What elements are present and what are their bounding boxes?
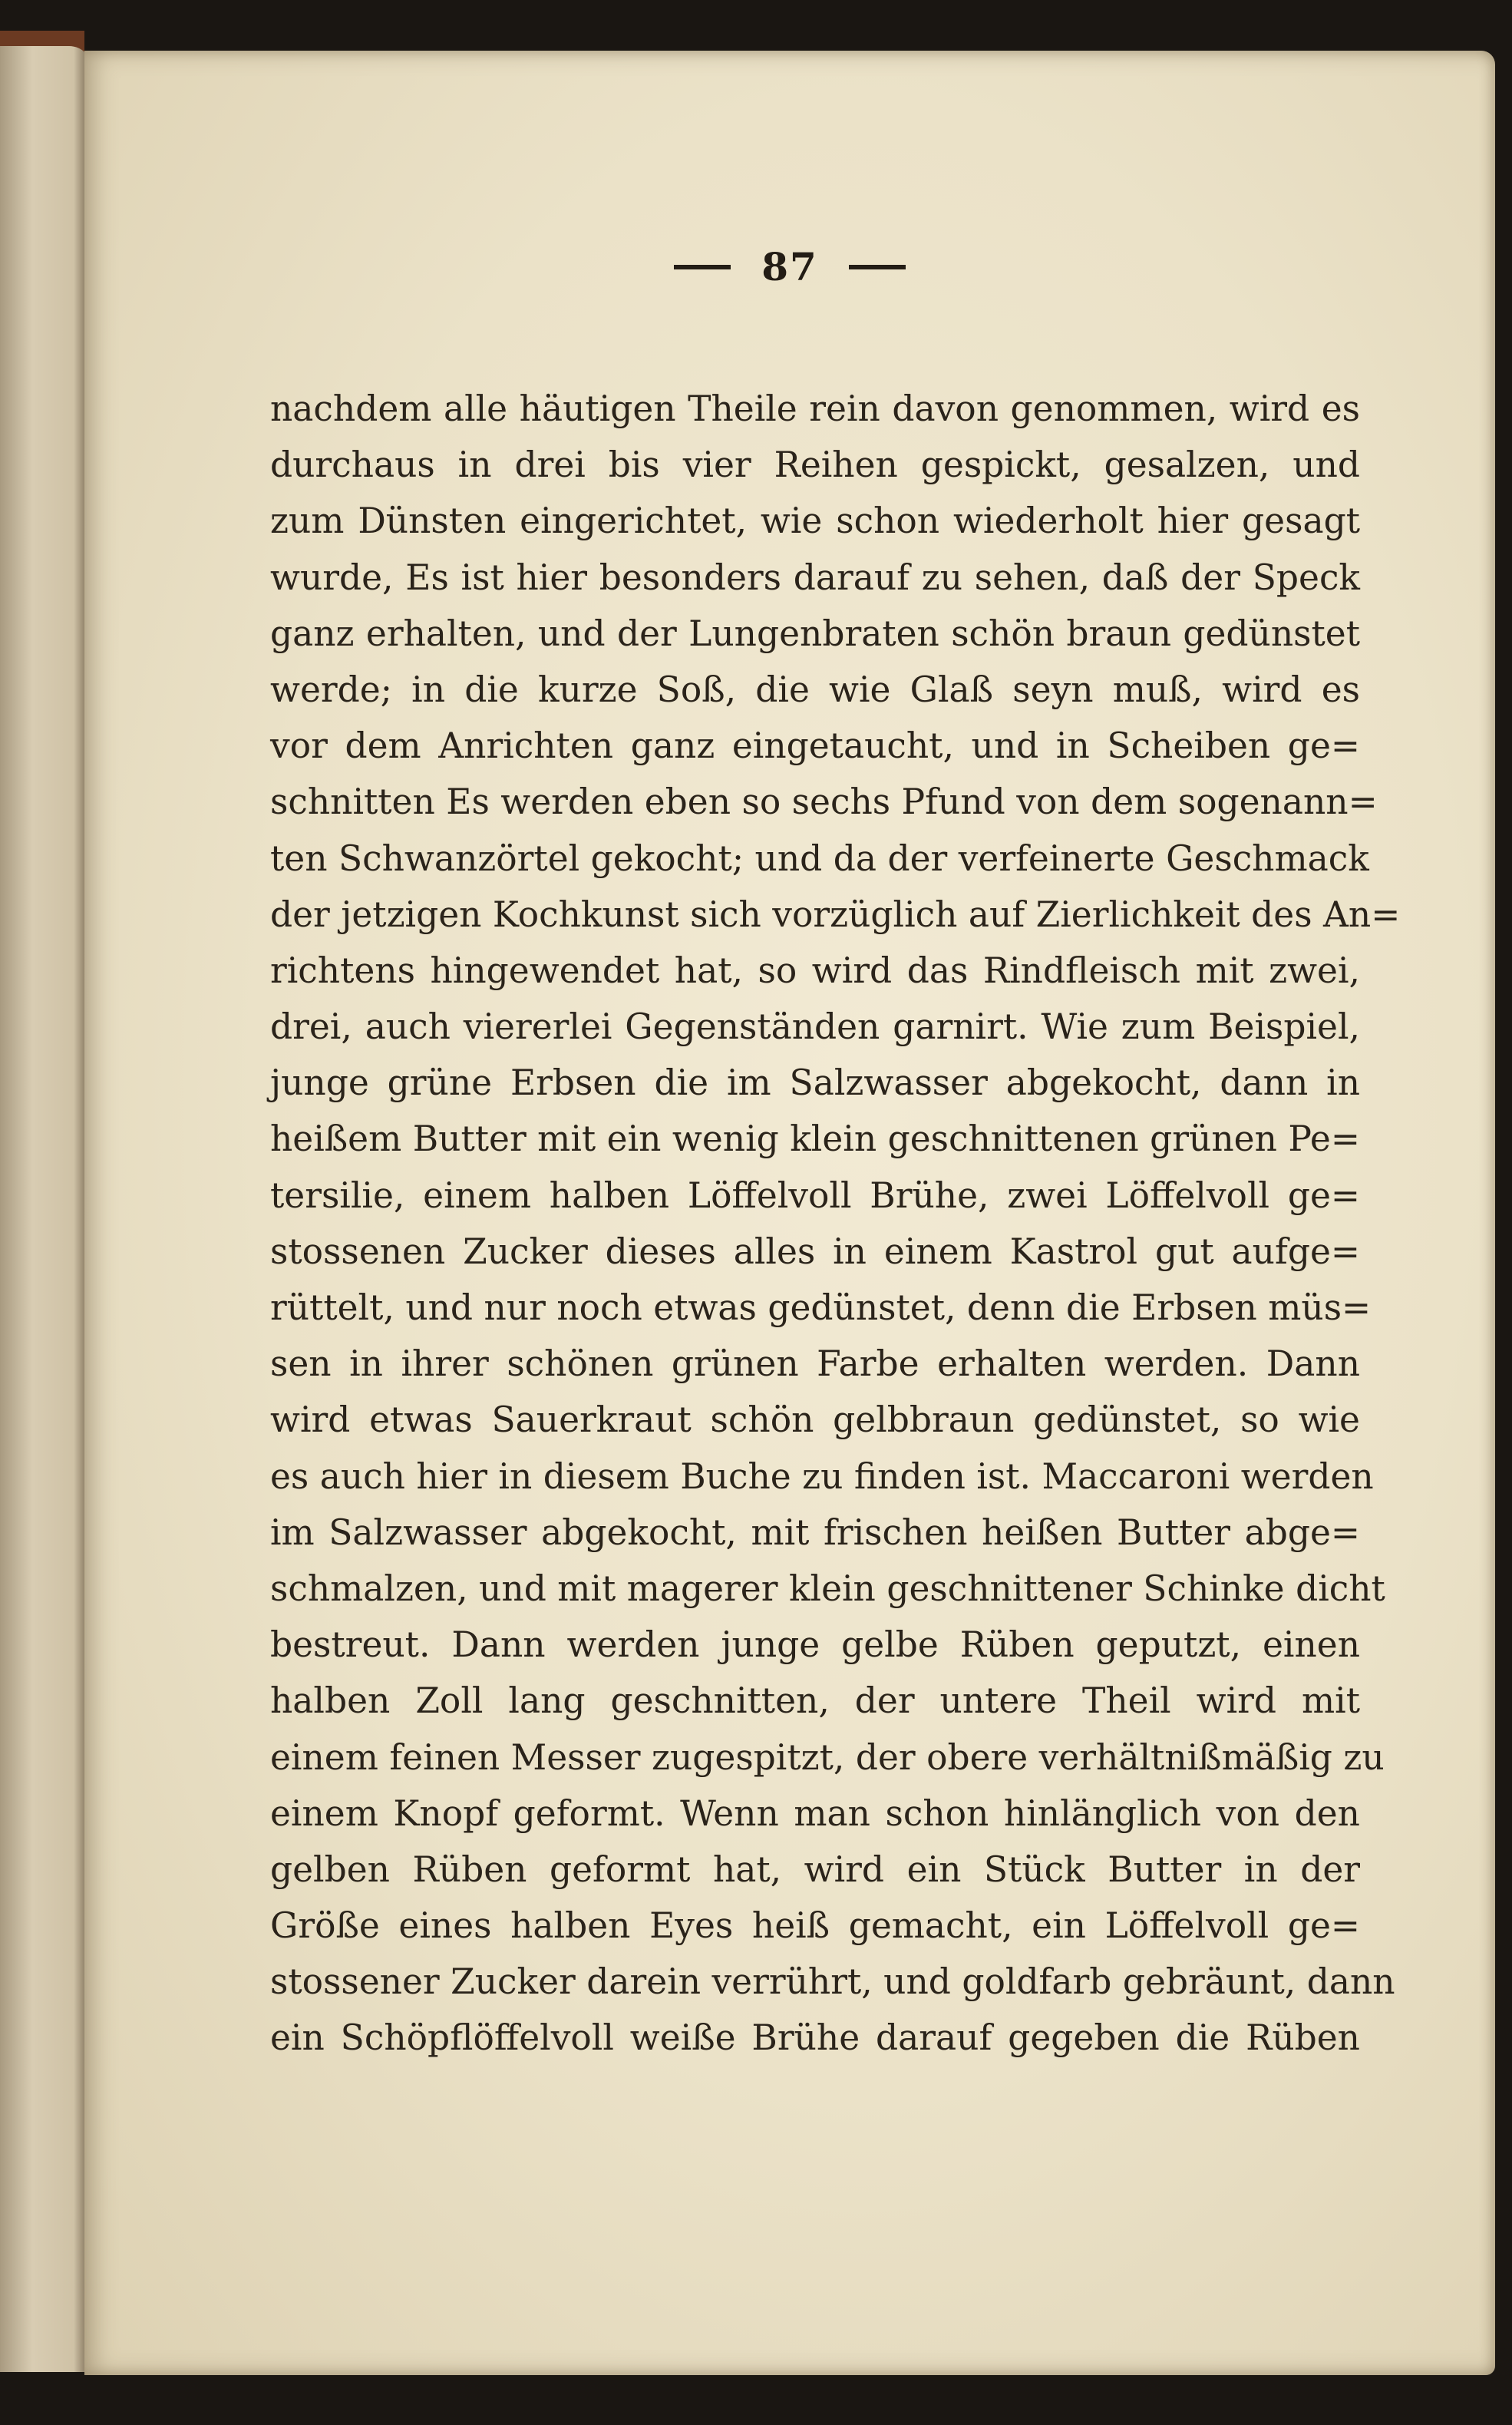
text-line: heißem Butter mit ein wenig klein geschnittenen grünen Pe= (270, 1118, 1360, 1160)
text-line: schmalzen, und mit magerer klein geschnittener Schinke dicht (270, 1568, 1385, 1609)
text-line: drei, auch viererlei Gegenständen garnirt. Wie zum Beispiel, (270, 1006, 1360, 1048)
text-line: einem Knopf geformt. Wenn man schon hinlänglich von den (270, 1792, 1360, 1834)
text-line: bestreut. Dann werden junge gelbe Rüben geputzt, einen (270, 1624, 1360, 1666)
text-line: wird etwas Sauerkraut schön gelbbraun gedünstet, so wie (270, 1399, 1360, 1441)
text-line: Größe eines halben Eyes heiß gemacht, ein Löffelvoll ge= (270, 1905, 1360, 1947)
left-page-edge (0, 46, 92, 2372)
text-line: vor dem Anrichten ganz eingetaucht, und in Scheiben ge= (270, 725, 1360, 767)
page-header (84, 244, 1495, 289)
text-line: der jetzigen Kochkunst sich vorzüglich auf Zierlichkeit des An= (270, 894, 1401, 935)
text-line: schnitten Es werden eben so sechs Pfund von dem sogenann= (270, 781, 1378, 823)
text-line: sen in ihrer schönen grünen Farbe erhalten werden. Dann (270, 1343, 1360, 1385)
text-line: stossener Zucker darein verrührt, und goldfarb gebräunt, dann (270, 1961, 1395, 2003)
text-line: junge grüne Erbsen die im Salzwasser abgekocht, dann in (270, 1062, 1360, 1104)
text-line: wurde, Es ist hier besonders darauf zu sehen, daß der Speck (270, 557, 1360, 598)
text-line: einem feinen Messer zugespitzt, der obere verhältnißmäßig zu (270, 1736, 1385, 1778)
text-line: durchaus in drei bis vier Reihen gespickt, gesalzen, und (270, 444, 1360, 486)
text-line: es auch hier in diesem Buche zu finden ist. Maccaroni werden (270, 1455, 1374, 1497)
text-line: gelben Rüben geformt hat, wird ein Stück Butter in der (270, 1848, 1360, 1890)
text-line: im Salzwasser abgekocht, mit frischen heißen Butter abge= (270, 1511, 1360, 1553)
text-line: werde; in die kurze Soß, die wie Glaß seyn muß, wird es (270, 669, 1360, 710)
text-line: ganz erhalten, und der Lungenbraten schön braun gedünstet (270, 613, 1360, 654)
page-number: 87 (761, 244, 818, 289)
text-line: ten Schwanzörtel gekocht; und da der verfeinerte Geschmack (270, 838, 1369, 879)
text-line: rüttelt, und nur noch etwas gedünstet, denn die Erbsen müs= (270, 1287, 1372, 1328)
text-line: nachdem alle häutigen Theile rein davon genommen, wird es (270, 388, 1360, 429)
header-dash-right (849, 265, 906, 269)
text-line: stossenen Zucker dieses alles in einem Kastrol gut aufge= (270, 1231, 1360, 1272)
text-line: ein Schöpflöffelvoll weiße Brühe darauf gegeben die Rüben (270, 2017, 1360, 2059)
text-line: halben Zoll lang geschnitten, der untere Theil wird mit (270, 1680, 1360, 1722)
body-text (270, 381, 1401, 2067)
book-page (84, 51, 1495, 2375)
text-line: tersilie, einem halben Löffelvoll Brühe, zwei Löffelvoll ge= (270, 1175, 1360, 1216)
header-dash-left (674, 265, 731, 269)
text-line: zum Dünsten eingerichtet, wie schon wiederholt hier gesagt (270, 501, 1360, 542)
text-line: richtens hingewendet hat, so wird das Rindfleisch mit zwei, (270, 950, 1360, 991)
